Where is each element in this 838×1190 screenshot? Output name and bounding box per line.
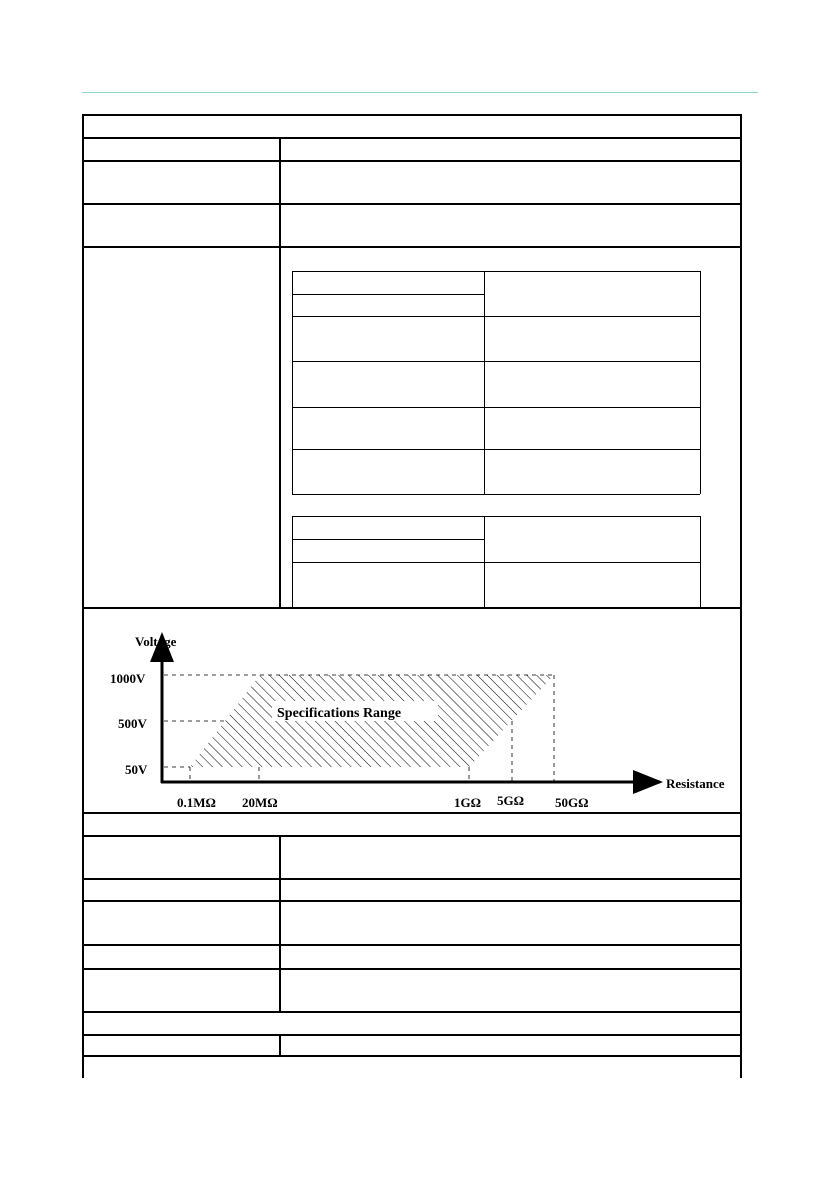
nested-line [292, 271, 700, 272]
nested-line [700, 271, 701, 494]
resistance-label: 50GΩ [555, 795, 589, 810]
nested-line [292, 449, 700, 450]
nested-line [292, 294, 484, 295]
resistance-label: 5GΩ [497, 793, 525, 808]
header-rule [82, 92, 758, 93]
row-divider [82, 1011, 742, 1013]
row-divider [82, 203, 742, 205]
nested-line [292, 516, 293, 607]
resistance-label: 20MΩ [242, 795, 278, 810]
table-border-top [82, 114, 742, 116]
nested-line [700, 516, 701, 607]
nested-line [292, 407, 700, 408]
resistance-label: 0.1MΩ [177, 795, 216, 810]
range-label: Specifications Range [277, 706, 402, 721]
row-divider [82, 1034, 742, 1036]
nested-line [292, 516, 700, 517]
row-divider [82, 1055, 742, 1057]
resistance-label: 1GΩ [454, 795, 482, 810]
row-divider [82, 246, 742, 248]
column-divider [279, 1034, 281, 1055]
row-divider [82, 900, 742, 902]
nested-line [292, 562, 700, 563]
voltage-label: 50V [125, 762, 148, 777]
row-divider [82, 835, 742, 837]
nested-line [292, 316, 700, 317]
nested-line [484, 516, 485, 607]
nested-line [292, 494, 700, 495]
column-divider [279, 835, 281, 1011]
voltage-label: 1000V [110, 671, 146, 686]
x-axis-title: Resistance [666, 776, 725, 791]
y-axis-title: Voltage [135, 634, 177, 649]
table-border-right [740, 114, 742, 1078]
nested-line [292, 361, 700, 362]
nested-line [292, 539, 484, 540]
row-divider [82, 812, 742, 814]
row-divider [82, 160, 742, 162]
row-divider [82, 137, 742, 139]
specification-range-diagram [84, 609, 740, 811]
nested-line [484, 271, 485, 494]
table-border-left [82, 114, 84, 1078]
column-divider [279, 137, 281, 607]
row-divider [82, 878, 742, 880]
row-divider [82, 968, 742, 970]
row-divider [82, 944, 742, 946]
nested-line [292, 271, 293, 494]
voltage-label: 500V [118, 716, 147, 731]
